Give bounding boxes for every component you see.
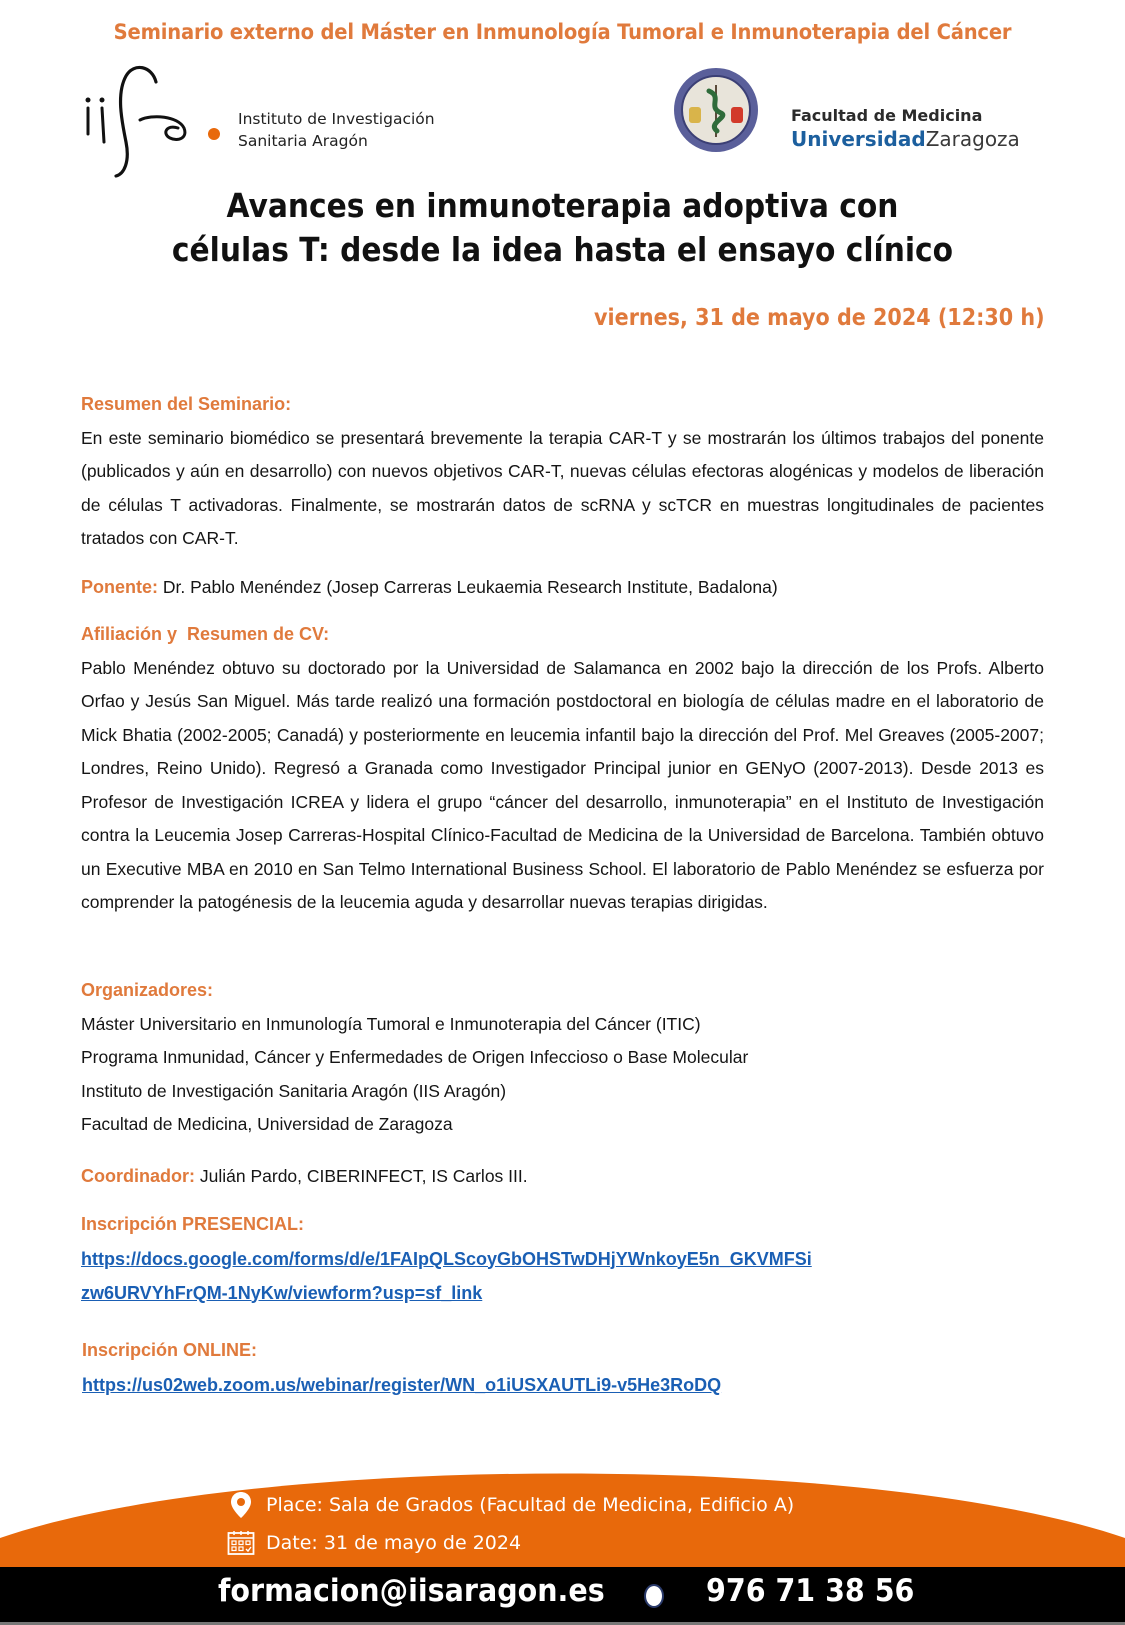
calendar-icon bbox=[226, 1529, 256, 1557]
registration-in-person-label: Inscripción PRESENCIAL: bbox=[81, 1214, 305, 1234]
coordinator-value: Julián Pardo, CIBERINFECT, IS Carlos III. bbox=[199, 1166, 528, 1186]
unizar-logo bbox=[673, 67, 1023, 162]
iisa-logo bbox=[82, 62, 462, 182]
footer-place bbox=[226, 1491, 794, 1519]
separator-dot-icon bbox=[644, 1584, 664, 1608]
coordinator-label: Coordinador: bbox=[81, 1166, 195, 1186]
seminar-title bbox=[0, 184, 1125, 272]
unizar-logo-line1: Facultad de Medicina bbox=[791, 106, 983, 125]
registration-in-person-link-line2[interactable]: zw6URVYhFrQM-1NyKw/viewform?usp=sf_link bbox=[81, 1282, 483, 1303]
footer-date bbox=[226, 1529, 521, 1557]
footer-phone[interactable]: 976 71 38 56 bbox=[706, 1573, 915, 1609]
organizer-item: Programa Inmunidad, Cáncer y Enfermedades de Origen Infeccioso o Base Molecular bbox=[81, 1047, 749, 1067]
iisa-logo-line2: Sanitaria Aragón bbox=[238, 132, 368, 150]
seminar-series-heading: Seminario externo del Máster en Inmunología Tumoral e Inmunoterapia del Cáncer bbox=[113, 20, 1012, 44]
event-datetime: viernes, 31 de mayo de 2024 (12:30 h) bbox=[594, 305, 1045, 331]
registration-online-section bbox=[82, 1334, 1045, 1402]
iisa-logo-line1: Instituto de Investigación bbox=[238, 110, 435, 128]
cv-label: Afiliación y Resumen de CV: bbox=[81, 624, 330, 644]
organizers-section bbox=[81, 974, 1044, 1142]
footer-date-text: Date: 31 de mayo de 2024 bbox=[266, 1532, 522, 1554]
cv-section bbox=[81, 618, 1044, 920]
summary-text: En este seminario biomédico se presentará brevemente la terapia CAR-T y se mostrarán los últimos trabajos del ponente (publicados y aún en desarrollo) con nuevos objetivos CAR-T, nuevas células efectoras alogénicas y modelos de liberación de células T activadoras. Finalmente, se mostrarán datos de scRNA y scTCR en muestras longitudinales de pacientes tratados con CAR-T. bbox=[81, 427, 1044, 548]
unizar-logo-universidad: Universidad bbox=[791, 127, 926, 151]
cv-text: Pablo Menéndez obtuvo su doctorado por la Universidad de Salamanca en 2002 bajo la dirección de los Profs. Alberto Orfao y Jesús San Miguel. Más tarde realizó una formación postdoctoral en biología de células madre en el laboratorio de Mick Bhatia (2002-2005; Canadá) y posteriormente en leucemia infantil bajo la dirección del Prof. Mel Greaves (2005-2007; Londres, Reino Unido). Regresó a Granada como Investigador Principal junior en GENyO (2007-2013). Desde 2013 es Profesor de Investigación ICREA y lidera el grupo “cáncer del desarrollo, inmunoterapia” en el Instituto de Investigación contra la Leucemia Josep Carreras-Hospital Clínico-Facultad de Medicina de la Universidad de Barcelona. También obtuvo un Executive MBA en 2010 en San Telmo International Business School. El laboratorio de Pablo Menéndez se esfuerza por comprender la patogénesis de la leucemia aguda y desarrollar nuevas terapias dirigidas. bbox=[81, 657, 1044, 912]
speaker-value: Dr. Pablo Menéndez (Josep Carreras Leukaemia Research Institute, Badalona) bbox=[162, 577, 778, 597]
registration-online-link[interactable]: https://us02web.zoom.us/webinar/register/WN_o1iUSXAUTLi9-v5He3RoDQ bbox=[82, 1374, 722, 1395]
registration-in-person-link-line1[interactable]: https://docs.google.com/forms/d/e/1FAIpQLScoyGbOHSTwDHjYWnkoyE5n_GKVMFSi bbox=[81, 1248, 812, 1269]
seminar-title-line1: Avances en inmunoterapia adoptiva con bbox=[226, 186, 899, 225]
organizer-item: Máster Universitario en Inmunología Tumoral e Inmunoterapia del Cáncer (ITIC) bbox=[81, 1013, 701, 1034]
organizer-item: Instituto de Investigación Sanitaria Aragón (IIS Aragón) bbox=[81, 1080, 507, 1101]
summary-section bbox=[81, 388, 1044, 556]
map-pin-icon bbox=[226, 1491, 256, 1519]
unizar-logo-zaragoza: Zaragoza bbox=[925, 127, 1020, 151]
seminar-title-line2: células T: desde la idea hasta el ensayo clínico bbox=[171, 230, 954, 269]
coordinator-section bbox=[81, 1160, 1044, 1194]
registration-online-label: Inscripción ONLINE: bbox=[82, 1340, 258, 1360]
speaker-label: Ponente: bbox=[81, 577, 159, 597]
registration-in-person-link[interactable] bbox=[81, 1242, 1044, 1276]
organizers-label: Organizadores: bbox=[81, 980, 214, 1000]
organizer-item: Facultad de Medicina, Universidad de Zaragoza bbox=[81, 1114, 453, 1134]
registration-in-person-section bbox=[81, 1208, 1044, 1310]
speaker-section bbox=[81, 571, 1044, 605]
footer-place-text: Place: Sala de Grados (Facultad de Medicina, Edificio A) bbox=[266, 1494, 795, 1516]
faculty-seal-icon bbox=[673, 67, 759, 153]
iisa-logo-mark-icon bbox=[82, 62, 232, 182]
summary-label: Resumen del Seminario: bbox=[81, 394, 292, 414]
footer-email[interactable]: formacion@iisaragon.es bbox=[218, 1573, 605, 1609]
registration-in-person-link-continued[interactable] bbox=[81, 1276, 1044, 1310]
footer-contact-bar bbox=[0, 1567, 1125, 1625]
